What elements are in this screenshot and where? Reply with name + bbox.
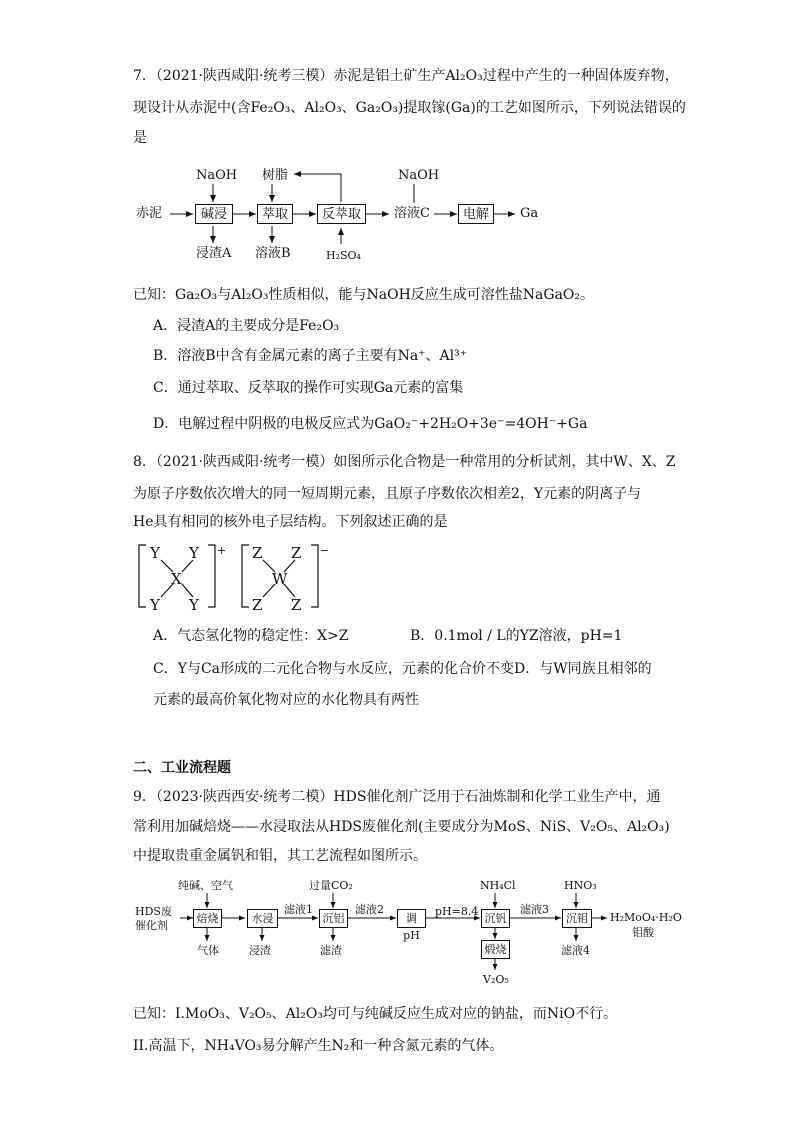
q8-stem-line2: 为原子序数依次增大的同一短周期元素，且原子序数依次相差2，Y元素的阴离子与 bbox=[133, 486, 642, 502]
q9-box-precip-al: 沉铝 bbox=[319, 909, 348, 928]
q9-product-name: 钼酸 bbox=[632, 926, 654, 939]
q7-box-back-extract: 反萃取 bbox=[317, 204, 366, 224]
q7-resin-label: 树脂 bbox=[262, 168, 289, 183]
q9-known-2: II.高温下，NH₄VO₃易分解产生N₂和一种含氮元素的气体。 bbox=[133, 1038, 504, 1054]
q9-output-filtrate4: 滤液4 bbox=[561, 944, 590, 957]
q7-flow-arrows bbox=[0, 0, 794, 280]
q9-filtrate3: 滤液3 bbox=[520, 903, 549, 916]
q9-output-filter-residue: 滤渣 bbox=[320, 944, 342, 957]
q8-cation-y-tr: Y bbox=[189, 544, 199, 562]
q9-box-calcine: 煅烧 bbox=[481, 940, 510, 959]
q9-input-hno3: HNO₃ bbox=[564, 879, 597, 892]
q9-output-v2o5: V₂O₅ bbox=[483, 973, 509, 986]
q8-option-b[interactable]: B．0.1mol / L的YZ溶液，pH=1 bbox=[410, 628, 623, 644]
q7-box-extract: 萃取 bbox=[257, 204, 293, 224]
q7-option-d[interactable]: D．电解过程中阴极的电极反应式为GaO₂⁻+2H₂O+3e⁻=4OH⁻+Ga bbox=[153, 416, 588, 432]
q8-option-a[interactable]: A．气态氢化物的稳定性：X>Z bbox=[153, 628, 349, 644]
q8-anion-center: W bbox=[272, 570, 288, 588]
q9-ph-value: pH=8.4 bbox=[435, 905, 479, 918]
q9-input-soda-air: 纯碱、空气 bbox=[178, 879, 233, 892]
q7-flow-diagram bbox=[0, 0, 794, 280]
q8-cation-y-br: Y bbox=[189, 596, 199, 614]
q9-start-line2: 催化剂 bbox=[135, 919, 168, 932]
q8-anion-z-bl: Z bbox=[252, 596, 263, 614]
q7-naoh-label: NaOH bbox=[196, 168, 238, 183]
q7-stem-line1: 7．（2021·陕西咸阳·统考三模）赤泥是铝土矿生产Al₂O₃过程中产生的一种固体废弃物， bbox=[133, 68, 679, 84]
q7-option-b[interactable]: B．溶液B中含有金属元素的离子主要有Na⁺、Al³⁺ bbox=[153, 348, 468, 364]
q7-option-a[interactable]: A．浸渣A的主要成分是Fe₂O₃ bbox=[153, 318, 340, 334]
q8-cation-y-tl: Y bbox=[150, 544, 160, 562]
section-heading: 二、工业流程题 bbox=[133, 760, 231, 776]
q8-cation-y-bl: Y bbox=[150, 596, 160, 614]
q8-anion-z-tr: Z bbox=[291, 544, 302, 562]
q9-stem-line1: 9．（2023·陕西西安·统考二模）HDS催化剂广泛用于石油炼制和化学工业生产中，通 bbox=[133, 789, 661, 805]
q8-cation-charge: + bbox=[217, 544, 227, 557]
q9-output-residue: 浸渣 bbox=[249, 944, 271, 957]
q8-option-c-cont[interactable]: 元素的最高价氧化物对应的水化物具有两性 bbox=[153, 692, 419, 708]
q8-option-c[interactable]: C．Y与Ca形成的二元化合物与水反应，元素的化合价不变D．与W同族且相邻的 bbox=[153, 661, 652, 677]
q9-stem-line3: 中提取贵重金属钒和钼，其工艺流程如图所示。 bbox=[133, 848, 427, 864]
q7-naoh2-label: NaOH bbox=[398, 168, 440, 183]
q9-stem-line2: 常利用加碱焙烧——水浸取法从HDS废催化剂(主要成分为MoS、NiS、V₂O₅、Al₂O₃) bbox=[133, 819, 670, 835]
q8-stem-line1: 8．（2021·陕西咸阳·统考一模）如图所示化合物是一种常用的分析试剂，其中W、X、Z bbox=[133, 454, 676, 470]
q7-start-label: 赤泥 bbox=[136, 206, 163, 221]
q7-solution-c-label: 溶液C bbox=[394, 206, 430, 221]
q7-solution-b-label: 溶液B bbox=[255, 246, 291, 261]
q9-filtrate2: 滤液2 bbox=[355, 903, 384, 916]
q7-box-leach: 碱浸 bbox=[195, 204, 233, 224]
q9-start-line1: HDS废 bbox=[135, 905, 172, 918]
q8-cation-center: X bbox=[171, 570, 182, 588]
q9-filtrate1: 滤液1 bbox=[284, 903, 313, 916]
q7-h2so4-label: H₂SO₄ bbox=[326, 249, 361, 262]
q8-anion-charge: − bbox=[320, 544, 330, 557]
q8-anion-z-br: Z bbox=[291, 596, 302, 614]
q8-anion-z-tl: Z bbox=[252, 544, 263, 562]
q9-product-formula: H₂MoO₄·H₂O bbox=[610, 911, 682, 924]
q7-ga-label: Ga bbox=[520, 206, 539, 221]
q7-known: 已知：Ga₂O₃与Al₂O₃性质相似，能与NaOH反应生成可溶性盐NaGaO₂。 bbox=[133, 287, 595, 303]
q9-box-precip-v: 沉钒 bbox=[481, 909, 510, 928]
q9-box-precip-mo: 沉钼 bbox=[562, 909, 592, 928]
q9-box-adjust-ph: 调pH bbox=[397, 909, 426, 928]
q7-stem-line3: 是 bbox=[133, 130, 147, 146]
q9-input-co2: 过量CO₂ bbox=[309, 879, 353, 892]
q7-stem-line2: 现设计从赤泥中(含Fe₂O₃、Al₂O₃、Ga₂O₃)提取镓(Ga)的工艺如图所示，下列说法错误的 bbox=[133, 100, 686, 116]
q8-stem-line3: He具有相同的核外电子层结构。下列叙述正确的是 bbox=[133, 514, 448, 530]
q9-box-roast: 焙烧 bbox=[193, 909, 222, 928]
q7-residue-a-label: 浸渣A bbox=[196, 246, 232, 261]
q9-output-gas: 气体 bbox=[197, 944, 219, 957]
q7-box-electrolysis: 电解 bbox=[458, 204, 494, 224]
q7-option-c[interactable]: C．通过萃取、反萃取的操作可实现Ga元素的富集 bbox=[153, 380, 464, 396]
q9-input-nh4cl: NH₄Cl bbox=[480, 879, 516, 892]
q9-known-1: 已知：I.MoO₃、V₂O₅、Al₂O₃均可与纯碱反应生成对应的钠盐，而NiO不行。 bbox=[133, 1006, 618, 1022]
q9-box-water-leach: 水浸 bbox=[247, 909, 278, 928]
